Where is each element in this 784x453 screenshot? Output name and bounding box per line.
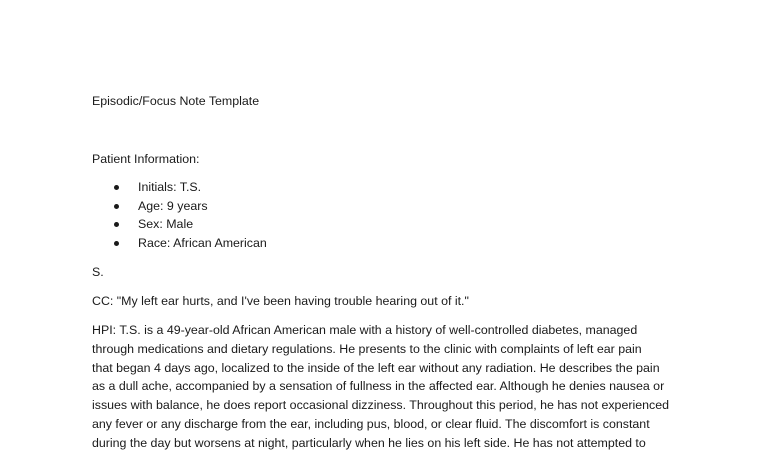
hpi-line: that began 4 days ago, localized to the inside of the left ear without any radiation. He describes the pain xyxy=(92,360,660,375)
chief-complaint: CC: "My left ear hurts, and I've been having trouble hearing out of it." xyxy=(92,294,469,308)
list-item-race: Race: African American xyxy=(92,234,267,253)
hpi-line: HPI: T.S. is a 49-year-old African American male with a history of well-controlled diabetes, managed xyxy=(92,323,638,337)
section-subjective: S. xyxy=(92,265,104,279)
hpi-line: through medications and dietary regulations. He presents to the clinic with complaints of left ear pain xyxy=(92,341,642,356)
hpi-line: during the day but worsens at night, particularly when he lies on his left side. He has not attempted to xyxy=(92,435,646,450)
hpi-paragraph xyxy=(92,321,702,453)
list-item-sex: Sex: Male xyxy=(92,215,267,234)
hpi-line: as a dull ache, accompanied by a sensation of fullness in the affected ear. Although he denies nausea or xyxy=(92,379,665,394)
list-item-initials: Initials: T.S. xyxy=(92,178,267,197)
patient-info-list xyxy=(92,178,267,252)
list-item-age: Age: 9 years xyxy=(92,197,267,216)
hpi-line: issues with balance, he does report occasional dizziness. Throughout this period, he has not experienced xyxy=(92,398,669,413)
document-title: Episodic/Focus Note Template xyxy=(92,94,260,108)
hpi-line: any fever or any discharge from the ear, including pus, blood, or clear fluid. The discomfort is constant xyxy=(92,416,650,431)
patient-info-heading: Patient Information: xyxy=(92,152,200,166)
